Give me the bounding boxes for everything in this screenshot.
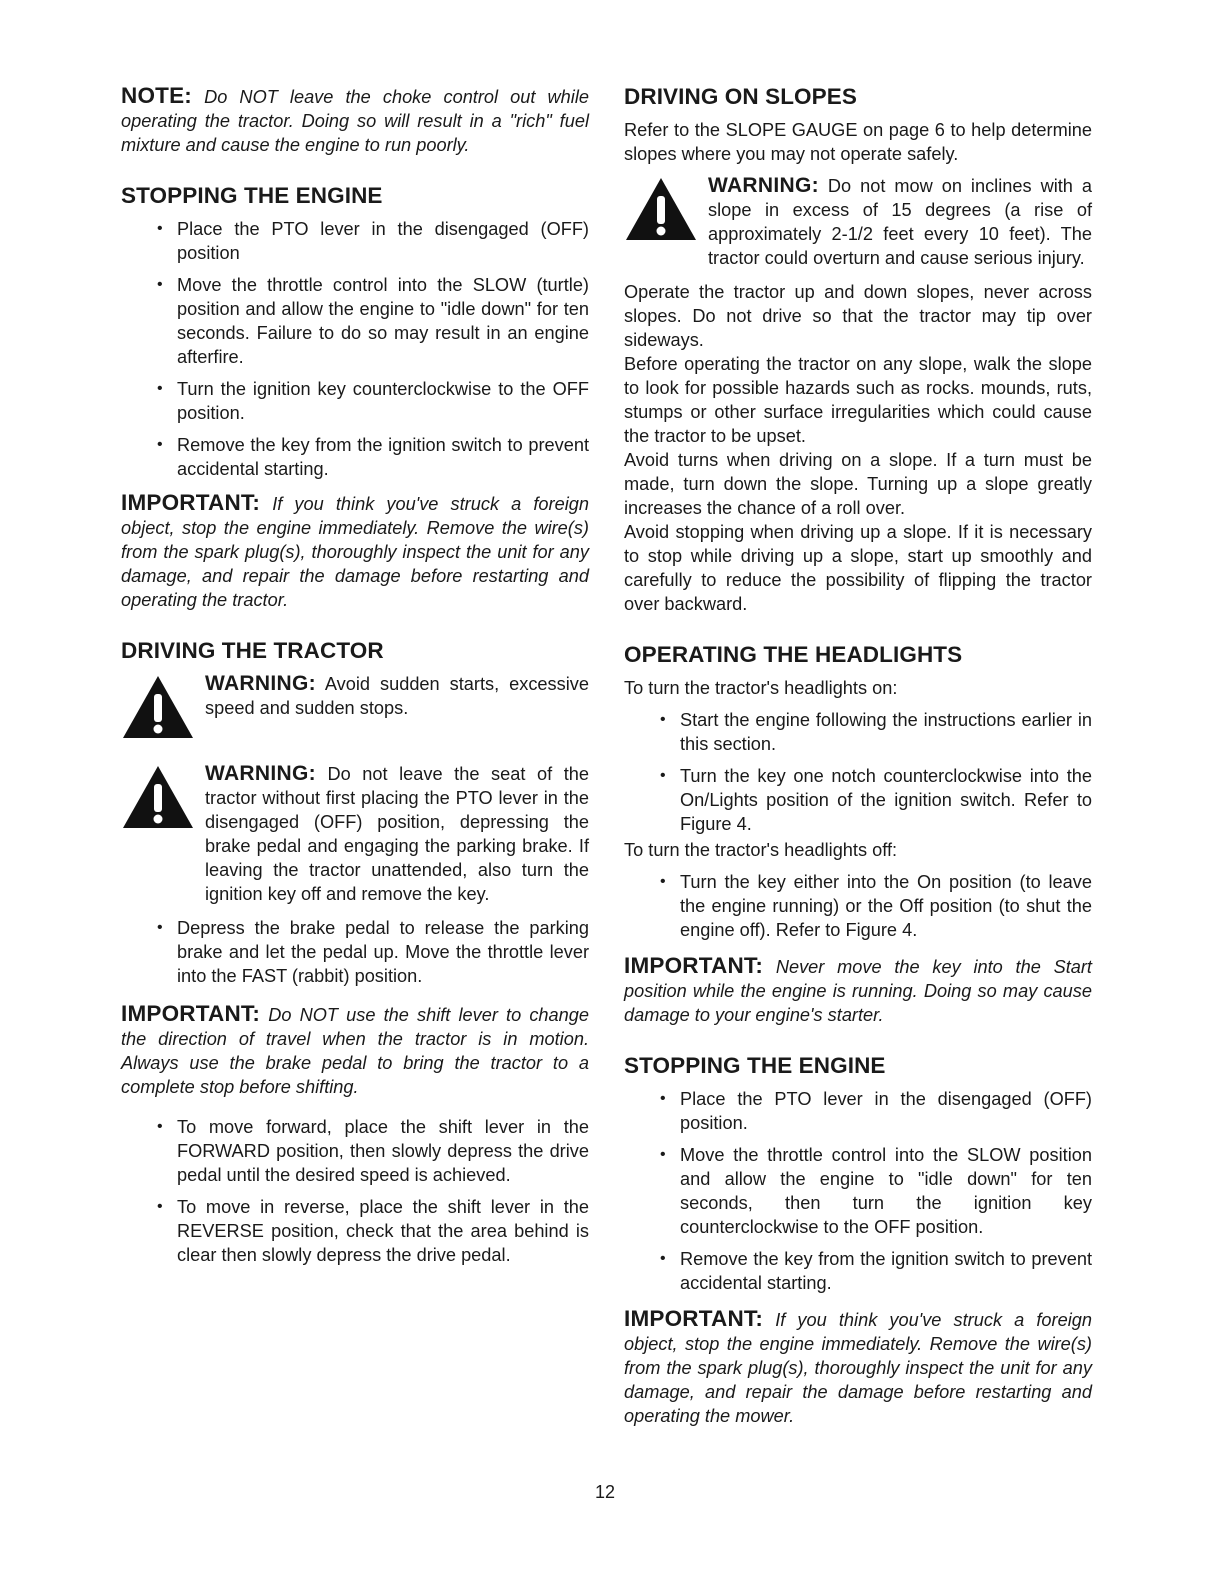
important-text: If you think you've struck a foreign object, stop the engine immediately. Remove the wire(s) from the spark plug(s), thoroughly inspect the unit for any damage, and repair the damage before restarting and operating the mower. — [624, 1310, 1092, 1426]
warning-block — [624, 174, 1092, 270]
section-heading-driving-slopes: DRIVING ON SLOPES — [624, 84, 857, 109]
slopes-intro: Refer to the SLOPE GAUGE on page 6 to help determine slopes where you may not operate safely. — [624, 120, 1092, 164]
important-label: IMPORTANT: — [121, 490, 261, 515]
right-column — [624, 84, 1092, 1444]
list-item: • Start the engine following the instructions earlier in this section. — [680, 708, 1092, 756]
important-text: If you think you've struck a foreign object, stop the engine immediately. Remove the wire(s) from the spark plug(s), thoroughly inspect the unit for any damage, and repair the damage before restarting and operating the tractor. — [121, 494, 589, 610]
list-item: • Place the PTO lever in the disengaged (OFF) position — [177, 217, 589, 265]
important-text: Do NOT use the shift lever to change the direction of travel when the tractor is in motion. Always use the brake pedal to bring the tractor to a complete stop before shifting. — [121, 1005, 589, 1097]
important-paragraph — [121, 491, 589, 612]
important-paragraph — [624, 1307, 1092, 1428]
list-item: • Turn the ignition key counterclockwise to the OFF position. — [177, 377, 589, 425]
slopes-paragraph: Avoid turns when driving on a slope. If a turn must be made, turn down the slope. Turning up a slope greatly increases the chance of a roll over. — [624, 450, 1092, 518]
note-text: Do NOT leave the choke control out while operating the tractor. Doing so will result in a "rich" fuel mixture and cause the engine to run poorly. — [121, 87, 589, 155]
list-item: • To move in reverse, place the shift lever in the REVERSE position, check that the area behind is clear then slowly depress the drive pedal. — [177, 1195, 589, 1267]
stopping-engine-list — [624, 1087, 1092, 1295]
list-item: • To move forward, place the shift lever in the FORWARD position, then slowly depress the drive pedal until the desired speed is achieved. — [177, 1115, 589, 1187]
list-item: • Remove the key from the ignition switch to prevent accidental starting. — [680, 1247, 1092, 1295]
section-heading-driving-tractor: DRIVING THE TRACTOR — [121, 638, 384, 663]
page-number: 12 — [594, 1482, 616, 1502]
important-text: Never move the key into the Start position while the engine is running. Doing so may cause damage to your engine's starter. — [624, 957, 1092, 1025]
warning-body: Do not mow on inclines with a slope in excess of 15 degrees (a rise of approximately 2-1/2 feet every 10 feet). The tractor could overturn and cause serious injury. — [708, 176, 1092, 268]
warning-text — [708, 174, 1092, 270]
slopes-paragraph: Operate the tractor up and down slopes, never across slopes. Do not drive so that the tractor may tip over sideways. — [624, 282, 1092, 350]
section-heading-stopping-engine: STOPPING THE ENGINE — [121, 183, 383, 208]
moving-list — [121, 1115, 589, 1267]
important-label: IMPORTANT: — [624, 953, 764, 978]
list-item: • Depress the brake pedal to release the parking brake and let the pedal up. Move the throttle lever into the FAST (rabbit) position. — [177, 916, 589, 988]
driving-list — [121, 916, 589, 988]
slopes-paragraph: Avoid stopping when driving up a slope. If it is necessary to stop while driving up a slope, start up smoothly and carefully to reduce the possibility of flipping the tractor over backward. — [624, 522, 1092, 614]
note-paragraph — [121, 84, 589, 157]
warning-triangle-icon — [121, 762, 205, 842]
important-label: IMPORTANT: — [624, 1306, 764, 1331]
warning-triangle-icon — [121, 672, 205, 752]
list-item: • Move the throttle control into the SLOW position and allow the engine to "idle down" for ten seconds, then turn the ignition key counterclockwise to the OFF position. — [680, 1143, 1092, 1239]
list-item: • Turn the key either into the On position (to leave the engine running) or the Off position (to shut the engine off). Refer to Figure 4. — [680, 870, 1092, 942]
warning-body: Avoid sudden starts, excessive speed and sudden stops. — [205, 674, 589, 718]
slopes-paragraph: Before operating the tractor on any slope, walk the slope to look for possible hazards such as rocks. mounds, ruts, stumps or other surface irregularities which could cause the tractor to be upset. — [624, 354, 1092, 446]
section-heading-headlights: OPERATING THE HEADLIGHTS — [624, 642, 963, 667]
list-item: • Turn the key one notch counterclockwise into the On/Lights position of the ignition switch. Refer to Figure 4. — [680, 764, 1092, 836]
section-heading-stopping-engine: STOPPING THE ENGINE — [624, 1053, 886, 1078]
warning-label: WARNING: — [205, 762, 316, 785]
warning-text — [205, 762, 589, 906]
warning-triangle-icon — [624, 174, 708, 254]
left-column — [121, 84, 589, 1275]
note-label: NOTE: — [121, 83, 192, 108]
warning-block — [121, 672, 589, 752]
stopping-engine-list — [121, 217, 589, 481]
headlights-off-intro: To turn the tractor's headlights off: — [624, 840, 898, 860]
warning-text — [205, 672, 589, 720]
headlights-on-list — [624, 708, 1092, 836]
list-item: • Move the throttle control into the SLOW (turtle) position and allow the engine to "idle down" for ten seconds. Failure to do so may result in an engine afterfire. — [177, 273, 589, 369]
list-item: • Remove the key from the ignition switch to prevent accidental starting. — [177, 433, 589, 481]
headlights-off-list — [624, 870, 1092, 942]
warning-label: WARNING: — [205, 672, 316, 695]
warning-label: WARNING: — [708, 174, 819, 197]
warning-body: Do not leave the seat of the tractor without first placing the PTO lever in the disengaged (OFF) position, depressing the brake pedal and engaging the parking brake. If leaving the tractor unattended, also turn the ignition key off and remove the key. — [205, 764, 589, 904]
list-item: • Place the PTO lever in the disengaged (OFF) position. — [680, 1087, 1092, 1135]
important-paragraph — [121, 1002, 589, 1099]
headlights-on-intro: To turn the tractor's headlights on: — [624, 678, 898, 698]
important-paragraph — [624, 954, 1092, 1027]
warning-block — [121, 762, 589, 906]
important-label: IMPORTANT: — [121, 1001, 261, 1026]
